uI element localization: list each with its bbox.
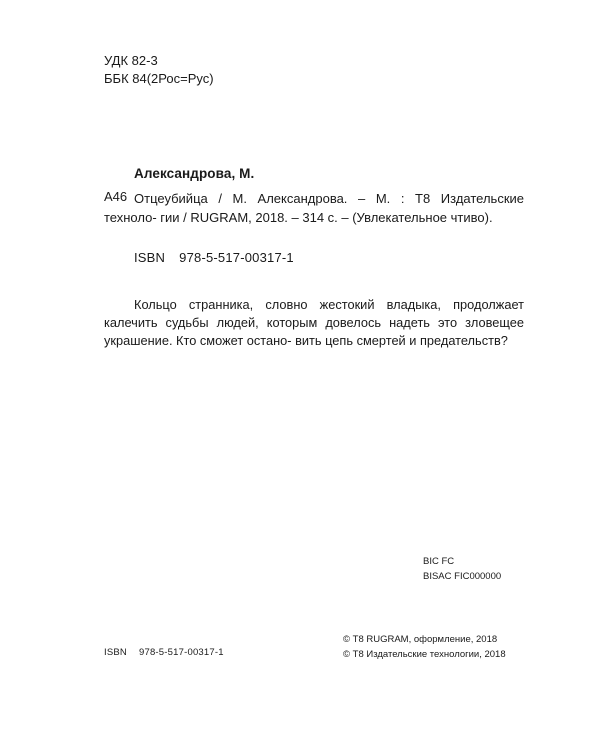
subject-codes: [423, 554, 501, 584]
copyright-block: [343, 632, 506, 662]
author-heading: Александрова, М.: [134, 166, 255, 181]
udk-code: УДК 82-3: [104, 53, 158, 68]
copyright-design: © Т8 RUGRAM, оформление, 2018: [343, 634, 498, 645]
isbn-main-value: 978-5-517-00317-1: [179, 250, 294, 265]
isbn-main-label: ISBN: [134, 250, 166, 265]
isbn-footer-label: ISBN: [104, 647, 127, 658]
isbn-footer: [104, 647, 224, 658]
copyright-publisher: © Т8 Издательские технологии, 2018: [343, 649, 506, 660]
isbn-main: [134, 250, 294, 265]
author-mark: А46: [104, 189, 128, 204]
classification-block: [104, 52, 214, 88]
bbk-code: ББК 84(2Рос=Рус): [104, 71, 214, 86]
bisac-code: BISAC FIC000000: [423, 571, 502, 582]
annotation-text: Кольцо странника, словно жестокий владыка, продолжает калечить судьбы людей, которым довелось надеть это зловещее украшение. Кто сможет остано- вить цепь смертей и предательств?: [104, 297, 524, 348]
bic-code: BIC FC: [423, 556, 455, 567]
isbn-footer-value: 978-5-517-00317-1: [138, 647, 224, 658]
bibliographic-description: Отцеубийца / М. Александрова. – М. : Т8 Издательские техноло- гии / RUGRAM, 2018. – 314 с. – (Увлекательное чтиво).: [104, 191, 524, 225]
